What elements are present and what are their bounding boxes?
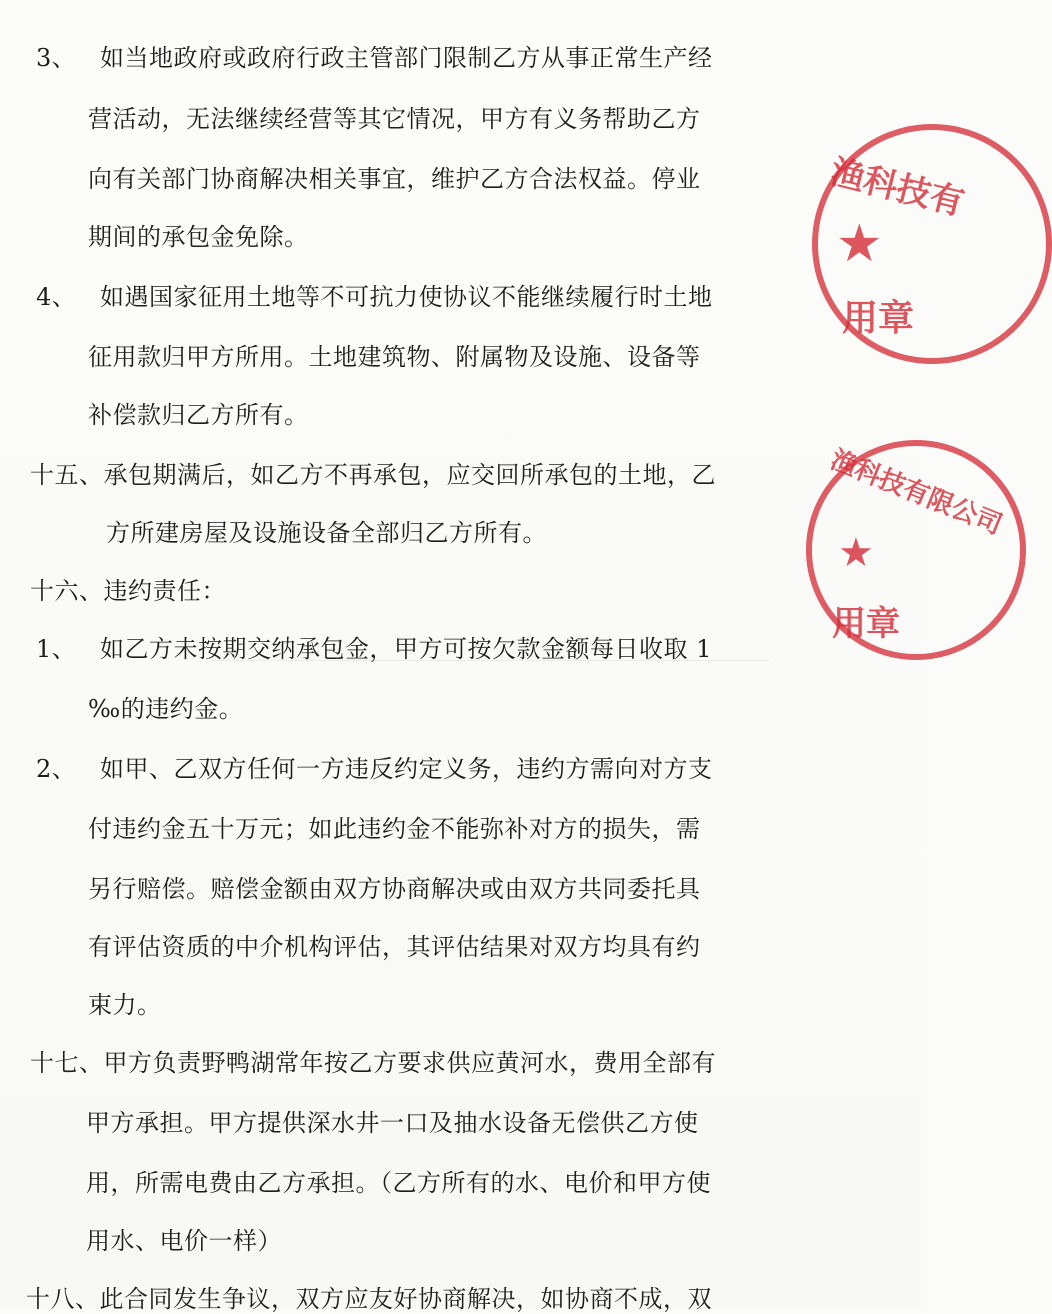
doc-line-11-label: 1、 bbox=[36, 635, 77, 663]
doc-line-18: 十七、甲方负责野鸭湖常年按乙方要求供应黄河水，费用全部有 bbox=[30, 1049, 716, 1077]
doc-line-4: 期间的承包金免除。 bbox=[88, 223, 309, 251]
doc-line-15: 另行赔偿。赔偿金额由双方协商解决或由双方共同委托具 bbox=[88, 875, 701, 903]
doc-line-2: 营活动，无法继续经营等其它情况，甲方有义务帮助乙方 bbox=[88, 105, 701, 133]
doc-line-7: 补偿款归乙方所有。 bbox=[88, 401, 309, 429]
doc-line-22: 十八、此合同发生争议，双方应友好协商解决，如协商不成，双 bbox=[26, 1285, 712, 1313]
doc-line-19: 甲方承担。甲方提供深水井一口及抽水设备无偿供乙方使 bbox=[86, 1109, 699, 1137]
seal-2-bottom-text: 用章 bbox=[832, 604, 900, 644]
doc-line-1-text: 如当地政府或政府行政主管部门限制乙方从事正常生产经 bbox=[100, 44, 713, 72]
seal-1-bottom-text: 用章 bbox=[842, 298, 915, 339]
doc-line-14: 付违约金五十万元；如此违约金不能弥补对方的损失，需 bbox=[88, 815, 701, 843]
doc-line-20: 用，所需电费由乙方承担。（乙方所有的水、电价和甲方使 bbox=[86, 1169, 711, 1197]
doc-line-5-label: 4、 bbox=[36, 283, 77, 311]
doc-line-13: 如甲、乙双方任何一方违反约定义务，违约方需向对方支 bbox=[100, 755, 713, 783]
seal-1-top-text: 渔科技有 bbox=[826, 152, 968, 224]
doc-line-1 bbox=[36, 43, 76, 73]
doc-line-21: 用水、电价一样） bbox=[86, 1227, 282, 1255]
doc-line-16: 有评估资质的中介机构评估，其评估结果对双方均具有约 bbox=[88, 933, 701, 961]
doc-line-5: 如遇国家征用土地等不可抗力使协议不能继续履行时土地 bbox=[100, 283, 713, 311]
doc-line-6: 征用款归甲方所用。土地建筑物、附属物及设施、设备等 bbox=[88, 343, 701, 371]
doc-line-13-label: 2、 bbox=[36, 755, 77, 783]
doc-line-9: 方所建房屋及设施设备全部归乙方所有。 bbox=[106, 519, 547, 547]
doc-line-17: 束力。 bbox=[88, 991, 162, 1019]
seal-1-star-icon: ★ bbox=[836, 214, 883, 274]
item-label: 3、 bbox=[36, 44, 77, 72]
seal-2-star-icon: ★ bbox=[838, 530, 874, 576]
doc-line-12: ‰的违约金。 bbox=[88, 695, 244, 723]
doc-line-8: 十五、承包期满后，如乙方不再承包，应交回所承包的土地，乙 bbox=[30, 461, 716, 489]
seal-2-top-text: 渔科技有限公司 bbox=[826, 444, 1007, 541]
doc-line-3: 向有关部门协商解决相关事宜，维护乙方合法权益。停业 bbox=[88, 165, 701, 193]
doc-line-10: 十六、违约责任： bbox=[30, 577, 226, 605]
doc-line-11: 如乙方未按期交纳承包金，甲方可按欠款金额每日收取 1 bbox=[100, 635, 712, 663]
